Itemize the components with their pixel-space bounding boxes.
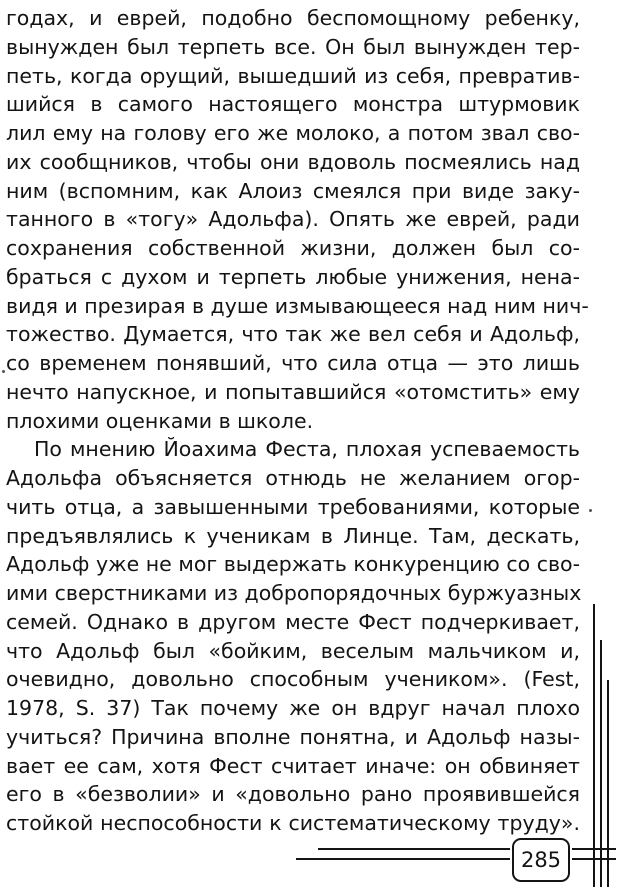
footer-rule-top <box>318 848 510 850</box>
text-line: чить отца, а завышенными требованиями, которые <box>6 494 580 519</box>
text-line: учиться? Причина вполне понятна, и Адольф назы- <box>6 724 580 749</box>
text-line: Адольфа объясняется отнюдь не желанием огор- <box>6 466 580 490</box>
body-text <box>6 4 589 838</box>
text-line: стойкой неспособности к систематическому труду». <box>6 811 580 835</box>
text-line: предъявлялись к ученикам в Линце. Там, дескать, <box>6 523 580 548</box>
margin-rule-right <box>607 680 609 887</box>
text-line: вает ее сам, хотя Фест считает иначе: он обвиняет <box>6 753 580 778</box>
text-line: шийся в самого настоящего монстра штурмовик <box>6 92 580 117</box>
text-line: петь, когда орущий, вышедший из себя, превратив- <box>6 63 580 88</box>
text-line: сохранения собственной жизни, должен был со- <box>6 236 580 260</box>
text-line: браться с духом и терпеть любые унижения, нена- <box>6 264 580 289</box>
text-line: Адольф уже не мог выдержать конкуренцию со сво- <box>6 552 580 577</box>
text-line: танного в «тогу» Адольфа). Опять же еврей, ради <box>6 207 580 232</box>
page-number: 285 <box>512 838 570 882</box>
footer-rule-right-bottom <box>572 858 616 860</box>
text-line: очевидно, довольно способным учеником». (Fest, <box>6 667 580 692</box>
paragraph-first-line: По мнению Йоахима Феста, плохая успеваемость <box>34 437 580 462</box>
margin-rule-left <box>593 604 595 887</box>
scan-speck <box>2 370 5 373</box>
text-line: нечто напускное, и попытавшийся «отомстить» ему <box>6 379 580 404</box>
footer-rule-bottom <box>296 858 510 860</box>
text-line: их сообщников, чтобы они вдоволь посмеялись над <box>6 149 580 174</box>
text-line: годах, и еврей, подобно беспомощному ребенку, <box>6 6 580 30</box>
footer-rule-right-top <box>572 848 616 850</box>
text-line: вынужден был терпеть все. Он был вынужден тер- <box>6 34 580 59</box>
text-line: ним (вспомним, как Алоиз смеялся при виде заку- <box>6 178 580 203</box>
text-line: тожество. Думается, что так же вел себя и Адольф, <box>6 322 580 347</box>
text-line: 1978, S. 37) Так почему же он вдруг начал плохо <box>6 696 580 720</box>
text-line: ими сверстниками из добропорядочных буржуазных <box>6 581 582 605</box>
paragraph-end-line: плохими оценками в школе. <box>6 408 314 433</box>
text-line: семей. Однако в другом месте Фест подчеркивает, <box>6 609 580 634</box>
text-line: видя и презирая в душе измывающееся над ним нич- <box>6 293 589 318</box>
text-line: его в «безволии» и «довольно рано проявившейся <box>6 782 580 807</box>
text-line: со временем понявший, что сила отца — это лишь <box>6 351 580 375</box>
scan-speck <box>589 509 592 512</box>
text-line: лил ему на голову его же молоко, а потом звал сво- <box>6 121 580 145</box>
text-line: что Адольф был «бойким, веселым мальчиком и, <box>6 638 580 663</box>
